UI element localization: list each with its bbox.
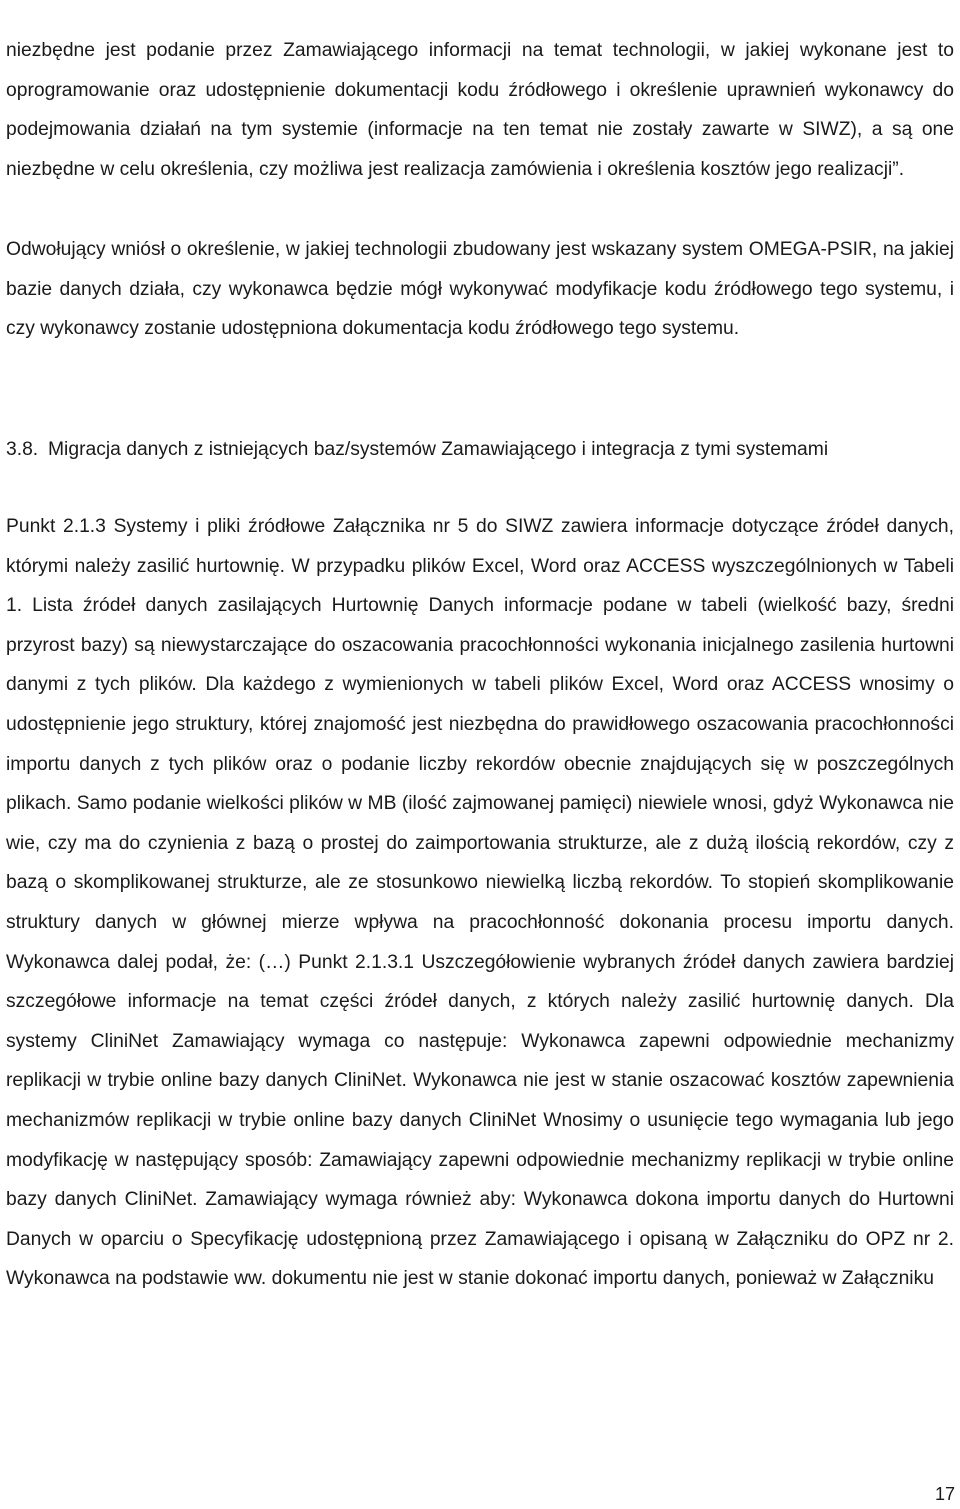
- paragraph-3: Punkt 2.1.3 Systemy i pliki źródłowe Załącznika nr 5 do SIWZ zawiera informacje dotyczące źródeł danych, którymi należy zasilić hurtownię. W przypadku plików Excel, Word oraz ACCESS wyszczególnionych w Tabeli 1. Lista źródeł danych zasilających Hurtownię Danych informacje podane w tabeli (wielkość bazy, średni przyrost bazy) są niewystarczające do oszacowania pracochłonności wykonania inicjalnego zasilenia hurtowni danymi z tych plików. Dla każdego z wymienionych w tabeli plików Excel, Word oraz ACCESS wnosimy o udostępnienie jego struktury, której znajomość jest niezbędna do prawidłowego oszacowania pracochłonności importu danych z tych plików oraz o podanie liczby rekordów obecnie znajdujących się w poszczególnych plikach. Samo podanie wielkości plików w MB (ilość zajmowanej pamięci) niewiele wnosi, gdyż Wykonawca nie wie, czy ma do czynienia z bazą o prostej do zaimportowania strukturze, ale z dużą ilością rekordów, czy z bazą o skomplikowanej strukturze, ale ze stosunkowo niewielką liczbą rekordów. To stopień skomplikowanie struktury danych w głównej mierze wpływa na pracochłonność dokonania procesu importu danych. Wykonawca dalej podał, że: (…) Punkt 2.1.3.1 Uszczegółowienie wybranych źródeł danych zawiera bardziej szczegółowe informacje na temat części źródeł danych, z których należy zasilić hurtownię danych. Dla systemy CliniNet Zamawiający wymaga co następuje: Wykonawca zapewni odpowiednie mechanizmy replikacji w trybie online bazy danych CliniNet. Wykonawca nie jest w stanie oszacować kosztów zapewnienia mechanizmów replikacji w trybie online bazy danych CliniNet Wnosimy o usunięcie tego wymagania lub jego modyfikację w następujący sposób: Zamawiający zapewni odpowiednie mechanizmy replikacji w trybie online bazy danych CliniNet. Zamawiający wymaga również aby: Wykonawca dokona importu danych do Hurtowni Danych w oparciu o Specyfikację udostępnioną przez Zamawiającego i opisaną w Załączniku do OPZ nr 2. Wykonawca na podstawie ww. dokumentu nie jest w stanie dokonać importu danych, ponieważ w Załączniku: [6, 516, 954, 1290]
- section-title: Migracja danych z istniejących baz/systemów Zamawiającego i integracja z tymi systemami: [48, 439, 829, 460]
- section-number: 3.8.: [6, 439, 39, 460]
- section-heading: [6, 430, 954, 470]
- page-number: 17: [934, 1484, 955, 1504]
- paragraph-2: Odwołujący wniósł o określenie, w jakiej technologii zbudowany jest wskazany system OMEGA-PSIR, na jakiej bazie danych działa, czy wykonawca będzie mógł wykonywać modyfikacje kodu źródłowego tego systemu, i czy wykonawcy zostanie udostępniona dokumentacja kodu źródłowego tego systemu.: [6, 239, 954, 340]
- paragraph-1: niezbędne jest podanie przez Zamawiającego informacji na temat technologii, w jakiej wykonane jest to oprogramowanie oraz udostępnienie dokumentacji kodu źródłowego i określenie uprawnień wykonawcy do podejmowania działań na tym systemie (informacje na ten temat nie zostały zawarte w SIWZ), a są one niezbędne w celu określenia, czy możliwa jest realizacja zamówienia i określenia kosztów jego realizacji”.: [6, 40, 954, 180]
